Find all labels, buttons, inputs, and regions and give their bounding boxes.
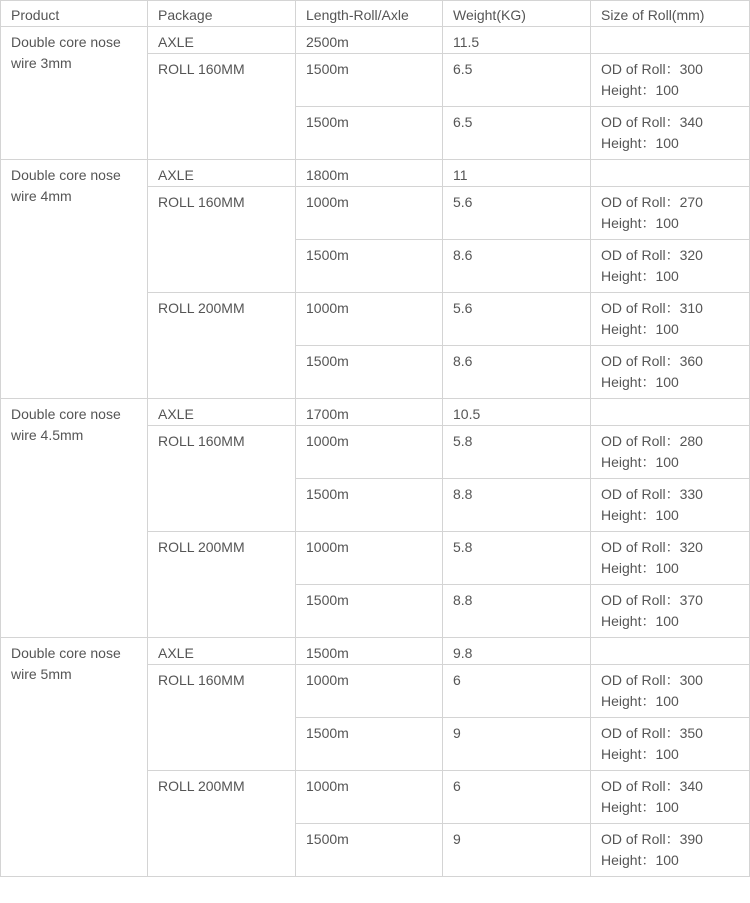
roll-od-text: OD of Roll：320 xyxy=(601,539,703,555)
weight-cell: 10.5 xyxy=(443,399,591,426)
size-cell xyxy=(591,107,750,160)
weight-cell: 11 xyxy=(443,160,591,187)
weight-cell: 8.8 xyxy=(443,585,591,638)
length-cell: 1000m xyxy=(296,426,443,479)
roll-od-text: OD of Roll：350 xyxy=(601,725,703,741)
size-cell xyxy=(591,187,750,240)
weight-cell: 6 xyxy=(443,665,591,718)
size-cell xyxy=(591,293,750,346)
weight-cell: 9 xyxy=(443,718,591,771)
roll-height-text: Height：100 xyxy=(601,693,679,709)
roll-od-text: OD of Roll：340 xyxy=(601,778,703,794)
length-cell: 1500m xyxy=(296,638,443,665)
package-cell: ROLL 160MM xyxy=(148,665,296,771)
size-cell xyxy=(591,585,750,638)
roll-od-text: OD of Roll：300 xyxy=(601,672,703,688)
table-body xyxy=(1,27,750,877)
length-cell: 1500m xyxy=(296,346,443,399)
roll-od-text: OD of Roll：330 xyxy=(601,486,703,502)
roll-od-text: OD of Roll：390 xyxy=(601,831,703,847)
header-length: Length-Roll/Axle xyxy=(296,1,443,27)
weight-cell: 6.5 xyxy=(443,107,591,160)
roll-height-text: Height：100 xyxy=(601,507,679,523)
package-cell: ROLL 200MM xyxy=(148,771,296,877)
product-cell: Double core nose wire 4.5mm xyxy=(1,399,148,638)
roll-height-text: Height：100 xyxy=(601,82,679,98)
weight-cell: 5.8 xyxy=(443,532,591,585)
length-cell: 1500m xyxy=(296,824,443,877)
weight-cell: 5.8 xyxy=(443,426,591,479)
length-cell: 1500m xyxy=(296,479,443,532)
length-cell: 1500m xyxy=(296,107,443,160)
size-cell xyxy=(591,771,750,824)
weight-cell: 8.6 xyxy=(443,240,591,293)
length-cell: 1000m xyxy=(296,665,443,718)
roll-height-text: Height：100 xyxy=(601,852,679,868)
length-cell: 1500m xyxy=(296,718,443,771)
length-cell: 1500m xyxy=(296,240,443,293)
header-package: Package xyxy=(148,1,296,27)
table-row xyxy=(1,160,750,187)
roll-height-text: Height：100 xyxy=(601,215,679,231)
size-cell xyxy=(591,665,750,718)
size-cell xyxy=(591,27,750,54)
size-cell xyxy=(591,532,750,585)
roll-od-text: OD of Roll：280 xyxy=(601,433,703,449)
package-cell: ROLL 160MM xyxy=(148,426,296,532)
size-cell xyxy=(591,824,750,877)
weight-cell: 11.5 xyxy=(443,27,591,54)
package-cell: ROLL 160MM xyxy=(148,187,296,293)
roll-od-text: OD of Roll：300 xyxy=(601,61,703,77)
size-cell xyxy=(591,638,750,665)
weight-cell: 8.6 xyxy=(443,346,591,399)
roll-height-text: Height：100 xyxy=(601,268,679,284)
roll-height-text: Height：100 xyxy=(601,799,679,815)
package-cell: ROLL 160MM xyxy=(148,54,296,160)
length-cell: 1000m xyxy=(296,771,443,824)
roll-height-text: Height：100 xyxy=(601,560,679,576)
length-cell: 2500m xyxy=(296,27,443,54)
table-row xyxy=(1,399,750,426)
size-cell xyxy=(591,399,750,426)
roll-od-text: OD of Roll：310 xyxy=(601,300,703,316)
size-cell xyxy=(591,54,750,107)
product-cell: Double core nose wire 4mm xyxy=(1,160,148,399)
weight-cell: 6.5 xyxy=(443,54,591,107)
header-weight: Weight(KG) xyxy=(443,1,591,27)
length-cell: 1000m xyxy=(296,293,443,346)
package-cell: AXLE xyxy=(148,160,296,187)
package-cell: ROLL 200MM xyxy=(148,293,296,399)
header-size: Size of Roll(mm) xyxy=(591,1,750,27)
roll-od-text: OD of Roll：370 xyxy=(601,592,703,608)
package-cell: AXLE xyxy=(148,399,296,426)
table-row xyxy=(1,27,750,54)
size-cell xyxy=(591,718,750,771)
roll-od-text: OD of Roll：340 xyxy=(601,114,703,130)
weight-cell: 9 xyxy=(443,824,591,877)
package-cell: AXLE xyxy=(148,638,296,665)
weight-cell: 5.6 xyxy=(443,187,591,240)
roll-height-text: Height：100 xyxy=(601,374,679,390)
table-row xyxy=(1,638,750,665)
roll-od-text: OD of Roll：320 xyxy=(601,247,703,263)
roll-height-text: Height：100 xyxy=(601,613,679,629)
size-cell xyxy=(591,479,750,532)
roll-height-text: Height：100 xyxy=(601,321,679,337)
roll-height-text: Height：100 xyxy=(601,746,679,762)
size-cell xyxy=(591,426,750,479)
header-product: Product xyxy=(1,1,148,27)
length-cell: 1500m xyxy=(296,585,443,638)
size-cell xyxy=(591,346,750,399)
length-cell: 1000m xyxy=(296,187,443,240)
weight-cell: 6 xyxy=(443,771,591,824)
weight-cell: 5.6 xyxy=(443,293,591,346)
roll-height-text: Height：100 xyxy=(601,454,679,470)
product-cell: Double core nose wire 3mm xyxy=(1,27,148,160)
weight-cell: 8.8 xyxy=(443,479,591,532)
size-cell xyxy=(591,160,750,187)
package-cell: AXLE xyxy=(148,27,296,54)
header-row xyxy=(1,1,750,27)
product-cell: Double core nose wire 5mm xyxy=(1,638,148,877)
length-cell: 1700m xyxy=(296,399,443,426)
weight-cell: 9.8 xyxy=(443,638,591,665)
roll-od-text: OD of Roll：360 xyxy=(601,353,703,369)
roll-height-text: Height：100 xyxy=(601,135,679,151)
roll-od-text: OD of Roll：270 xyxy=(601,194,703,210)
package-cell: ROLL 200MM xyxy=(148,532,296,638)
length-cell: 1800m xyxy=(296,160,443,187)
length-cell: 1000m xyxy=(296,532,443,585)
size-cell xyxy=(591,240,750,293)
length-cell: 1500m xyxy=(296,54,443,107)
